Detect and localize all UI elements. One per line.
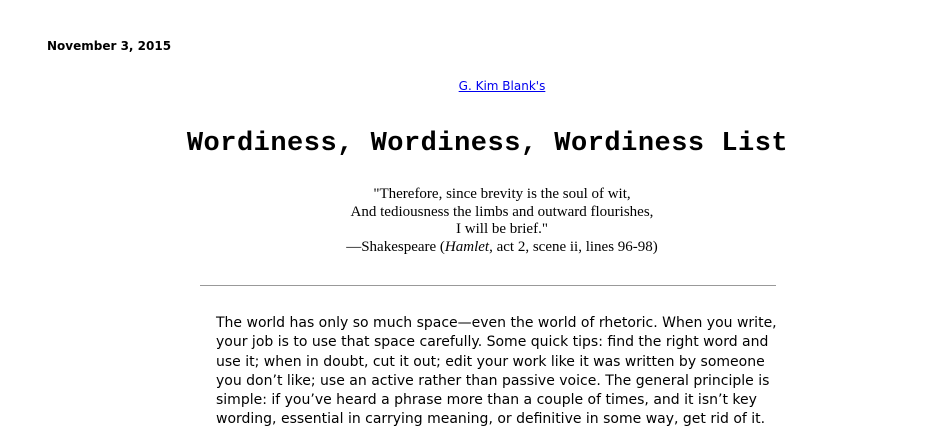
intro-line: use it; when in doubt, cut it out; edit your work like it was written by someone xyxy=(216,353,765,370)
intro-line: your job is to use that space carefully. Some quick tips: find the right word and xyxy=(216,334,769,351)
intro-line: simple: if you’ve heard a phrase more than a couple of times, and it isn’t key xyxy=(216,392,757,409)
intro-line: you don’t like; use an active rather than passive voice. The general principle is xyxy=(216,372,770,389)
author-link[interactable]: G. Kim Blank's xyxy=(458,79,546,93)
section-divider xyxy=(200,285,776,286)
epigraph-quote xyxy=(0,186,927,256)
intro-paragraph xyxy=(216,314,777,430)
epigraph-line: And tediousness the limbs and outward flourishes, xyxy=(350,203,654,220)
intro-line: wording, essential in carrying meaning, or definitive in some way, get rid of it. xyxy=(216,411,766,428)
page-title: Wordiness, Wordiness, Wordiness List xyxy=(186,129,789,159)
post-date: November 3, 2015 xyxy=(47,39,172,53)
epigraph-attribution xyxy=(0,239,927,257)
epigraph-line: I will be brief." xyxy=(456,221,548,238)
intro-line: The world has only so much space—even the world of rhetoric. When you write, xyxy=(216,315,777,331)
attribution-work-title: Hamlet xyxy=(444,238,490,255)
attribution-prefix: —Shakespeare ( xyxy=(346,238,445,255)
attribution-suffix: , act 2, scene ii, lines 96-98) xyxy=(489,238,658,255)
epigraph-line: "Therefore, since brevity is the soul of wit, xyxy=(373,186,631,202)
